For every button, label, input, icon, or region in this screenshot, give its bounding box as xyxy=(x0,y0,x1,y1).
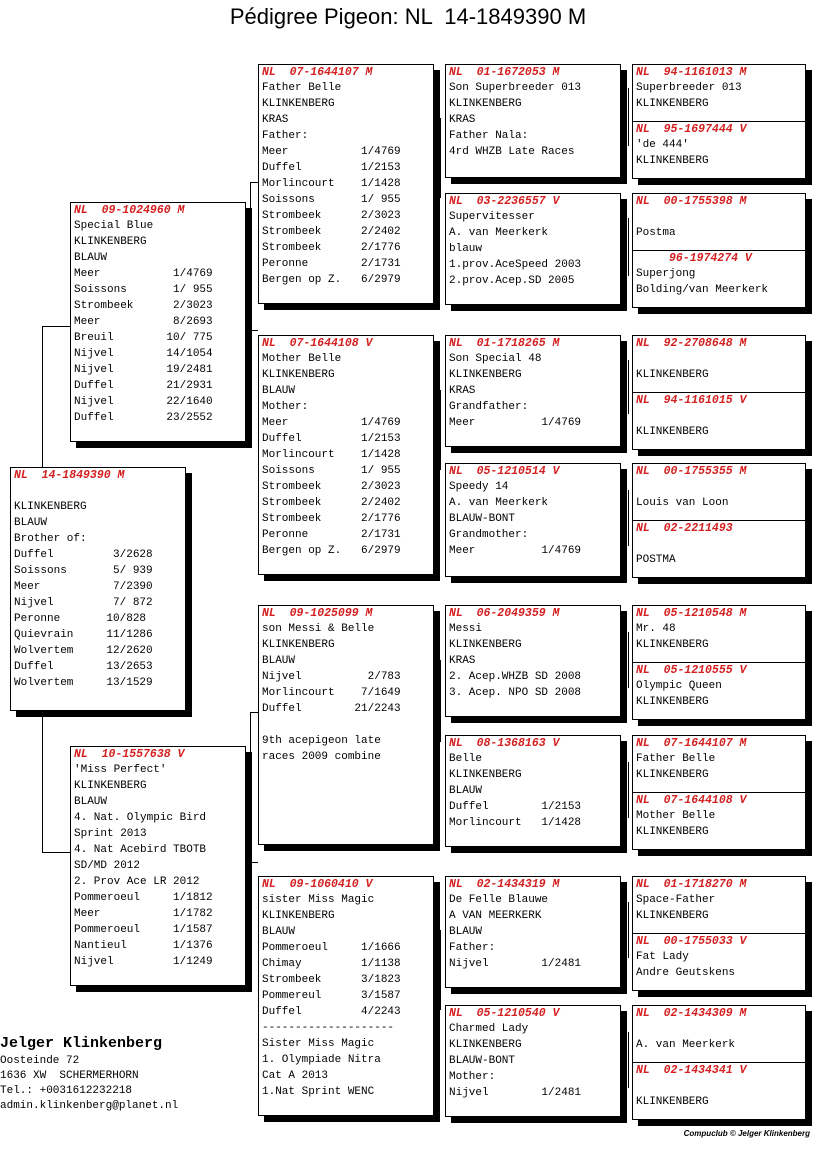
detail-line: Pommeroeul 1/1812 xyxy=(74,892,213,904)
detail-line: Soissons 1/ 955 xyxy=(262,194,401,206)
detail-line: KLINKENBERG xyxy=(449,1039,522,1051)
detail-line: 2.prov.Acep.SD 2005 xyxy=(449,275,575,287)
detail-line: Father Belle xyxy=(262,82,342,94)
detail-line: Nijvel 2/783 xyxy=(262,671,401,683)
detail-line: Pommeroeul 1/1666 xyxy=(262,942,401,954)
ring-number: NL 00-1755355 M xyxy=(636,465,747,478)
detail-line: 2. Acep.WHZB SD 2008 xyxy=(449,671,582,683)
detail-line: BLAUW xyxy=(14,517,48,529)
detail-line: Charmed Lady xyxy=(449,1023,529,1035)
detail-line: Soissons 5/ 939 xyxy=(14,565,153,577)
detail-line: KRAS xyxy=(449,385,476,397)
pigeon-card-gggparent xyxy=(632,1062,806,1120)
detail-line: Special Blue xyxy=(74,220,154,232)
detail-line: 4. Nat. Olympic Bird xyxy=(74,812,207,824)
detail-line: BLAUW xyxy=(74,796,108,808)
connector-line xyxy=(628,1032,629,1088)
detail-line: KLINKENBERG xyxy=(636,426,709,438)
detail-line: Strombeek 2/3023 xyxy=(262,210,401,222)
detail-line: A. van Meerkerk xyxy=(636,1039,736,1051)
detail-line: KLINKENBERG xyxy=(449,369,522,381)
connector-line xyxy=(628,632,629,688)
email-line: admin.klinkenberg@planet.nl xyxy=(0,1100,179,1112)
detail-line: KLINKENBERG xyxy=(262,639,335,651)
detail-line: BLAUW-BONT xyxy=(449,513,516,525)
detail-line: Bergen op Z. 6/2979 xyxy=(262,545,401,557)
pigeon-details xyxy=(446,751,620,831)
ring-number: 96-1974274 V xyxy=(669,252,752,265)
detail-line: A. van Meerkerk xyxy=(449,227,549,239)
pigeon-card-ggparent xyxy=(445,335,621,447)
pigeon-card-gggparent xyxy=(632,605,806,663)
detail-line: -------------------- xyxy=(262,1022,395,1034)
detail-line: BLAUW xyxy=(449,785,483,797)
ring-number: NL 05-1210514 V xyxy=(449,465,560,478)
phone-line: Tel.: +0031612232218 xyxy=(0,1085,133,1097)
detail-line: KLINKENBERG xyxy=(636,155,709,167)
detail-line: Meer 8/2693 xyxy=(74,316,213,328)
ring-number: NL 07-1644108 V xyxy=(262,337,373,350)
detail-line: KLINKENBERG xyxy=(262,369,335,381)
detail-line: Andre Geutskens xyxy=(636,967,736,979)
detail-line: Duffel 23/2552 xyxy=(74,412,213,424)
detail-line: Morlincourt 1/1428 xyxy=(449,817,582,829)
connector-line xyxy=(440,118,441,198)
connector-line xyxy=(250,330,258,331)
detail-line: Cat A 2013 xyxy=(262,1070,329,1082)
connector-line xyxy=(440,660,441,742)
detail-line: Father Nala: xyxy=(449,130,529,142)
connector-line xyxy=(42,710,43,852)
connector-line xyxy=(250,862,258,863)
ring-number: NL 02-1434341 V xyxy=(636,1064,747,1077)
connector-line xyxy=(250,182,251,330)
detail-line: Wolvertem 12/2620 xyxy=(14,645,153,657)
detail-line: KLINKENBERG xyxy=(636,696,709,708)
ring-number: NL 08-1368163 V xyxy=(449,737,560,750)
pigeon-card-father-mother xyxy=(258,335,434,575)
pigeon-details xyxy=(446,351,620,431)
detail-line: Meer 1/4769 xyxy=(74,268,213,280)
ring-number: NL 05-1210548 M xyxy=(636,607,747,620)
pigeon-card-father xyxy=(70,202,246,442)
detail-line: KLINKENBERG xyxy=(449,639,522,651)
pigeon-details xyxy=(633,751,805,783)
detail-line: KLINKENBERG xyxy=(14,501,87,513)
detail-line: KLINKENBERG xyxy=(636,769,709,781)
detail-line: Son Superbreeder 013 xyxy=(449,82,582,94)
pigeon-details xyxy=(633,621,805,653)
detail-line: Strombeek 2/2402 xyxy=(262,226,401,238)
detail-line: KLINKENBERG xyxy=(262,910,335,922)
detail-line xyxy=(262,717,433,733)
detail-line: 'Miss Perfect' xyxy=(74,764,167,776)
detail-line: Messi xyxy=(449,623,483,635)
connector-line xyxy=(250,712,258,713)
pigeon-details xyxy=(259,80,433,288)
pigeon-details xyxy=(11,483,185,691)
detail-line: KLINKENBERG xyxy=(449,769,522,781)
pigeon-card-gggparent xyxy=(632,662,806,720)
connector-line xyxy=(628,360,629,414)
pigeon-details xyxy=(633,678,805,710)
pigeon-card-ggparent xyxy=(445,463,621,577)
ring-number: NL 09-1060410 V xyxy=(262,878,373,891)
detail-line: sister Miss Magic xyxy=(262,894,375,906)
detail-line: Peronne 2/1731 xyxy=(262,258,401,270)
detail-line: Meer 1/4769 xyxy=(449,545,582,557)
detail-line xyxy=(636,479,805,495)
detail-line: Meer 1/4769 xyxy=(262,417,401,429)
connector-line xyxy=(440,930,441,1010)
detail-line: Nijvel 19/2481 xyxy=(74,364,213,376)
ring-number: NL 05-1210555 V xyxy=(636,664,747,677)
detail-line: Soissons 1/ 955 xyxy=(74,284,213,296)
detail-line: KRAS xyxy=(262,114,289,126)
ring-number: NL 02-1434309 M xyxy=(636,1007,747,1020)
detail-line: Olympic Queen xyxy=(636,680,722,692)
detail-line: 1.prov.AceSpeed 2003 xyxy=(449,259,582,271)
detail-line: Breuil 10/ 775 xyxy=(74,332,213,344)
detail-line: 9th acepigeon late xyxy=(262,735,381,747)
pigeon-details xyxy=(446,479,620,559)
connector-line xyxy=(628,762,629,818)
pigeon-details xyxy=(633,536,805,568)
detail-line: 'de 444' xyxy=(636,139,689,151)
detail-line: Postma xyxy=(636,227,676,239)
detail-line: Nijvel 1/2481 xyxy=(449,958,582,970)
detail-line: Meer 7/2390 xyxy=(14,581,153,593)
detail-line: Duffel 1/2153 xyxy=(449,801,582,813)
pigeon-details xyxy=(633,949,805,981)
pigeon-card-ggparent xyxy=(445,64,621,178)
detail-line: Meer 1/1782 xyxy=(74,908,213,920)
pigeon-card-gggparent xyxy=(632,1005,806,1063)
ring-number: NL 00-1755033 V xyxy=(636,935,747,948)
detail-line: Father Belle xyxy=(636,753,716,765)
detail-line: BLAUW xyxy=(262,926,296,938)
pigeon-card-gggparent xyxy=(632,121,806,179)
pigeon-card-gggparent xyxy=(632,933,806,991)
detail-line: Speedy 14 xyxy=(449,481,509,493)
detail-line: Nijvel 22/1640 xyxy=(74,396,213,408)
pigeon-details xyxy=(71,762,245,970)
detail-line: Belle xyxy=(449,753,483,765)
detail-line: Fat Lady xyxy=(636,951,689,963)
ring-number: NL 94-1161013 M xyxy=(636,66,747,79)
detail-line: BLAUW-BONT xyxy=(449,1055,516,1067)
detail-line: Duffel 21/2243 xyxy=(262,703,401,715)
pigeon-details xyxy=(633,408,805,440)
detail-line xyxy=(14,483,185,499)
ring-number: NL 92-2708648 M xyxy=(636,337,747,350)
connector-line xyxy=(250,182,258,183)
page-title: Pédigree Pigeon: NL 14-1849390 M xyxy=(229,4,587,29)
pigeon-details xyxy=(633,209,805,241)
detail-line: Strombeek 2/1776 xyxy=(262,513,401,525)
pigeon-card-gggparent xyxy=(632,193,806,251)
pigeon-card-ggparent xyxy=(445,193,621,305)
ring-number: NL 07-1644108 V xyxy=(636,794,747,807)
ring-number: NL 06-2049359 M xyxy=(449,607,560,620)
detail-line: Mother: xyxy=(262,401,309,413)
detail-line: KLINKENBERG xyxy=(636,826,709,838)
ring-number: NL 00-1755398 M xyxy=(636,195,747,208)
detail-line: 4rd WHZB Late Races xyxy=(449,146,575,158)
owner-name: Jelger Klinkenberg xyxy=(0,1035,163,1052)
detail-line: Duffel 4/2243 xyxy=(262,1006,401,1018)
detail-line: Nantieul 1/1376 xyxy=(74,940,213,952)
detail-line: 4. Nat Acebird TBOTB xyxy=(74,844,207,856)
detail-line: KLINKENBERG xyxy=(636,639,709,651)
detail-line: Quievrain 11/1286 xyxy=(14,629,153,641)
pigeon-details xyxy=(633,808,805,840)
pigeon-card-mother xyxy=(70,746,246,986)
detail-line xyxy=(636,408,805,424)
detail-line: Pommeroeul 1/1587 xyxy=(74,924,213,936)
detail-line: A VAN MEERKERK xyxy=(449,910,542,922)
connector-line xyxy=(628,88,629,146)
pigeon-details xyxy=(259,351,433,559)
pigeon-card-ggparent xyxy=(445,876,621,988)
detail-line: BLAUW xyxy=(449,926,483,938)
detail-line: Nijvel 1/1249 xyxy=(74,956,213,968)
detail-line: Nijvel 7/ 872 xyxy=(14,597,153,609)
detail-line: Chimay 1/1138 xyxy=(262,958,401,970)
detail-line: Soissons 1/ 955 xyxy=(262,465,401,477)
connector-line xyxy=(42,326,70,327)
detail-line: Strombeek 3/1823 xyxy=(262,974,401,986)
connector-line xyxy=(628,490,629,546)
pigeon-card-ggparent xyxy=(445,605,621,717)
connector-line xyxy=(440,390,441,470)
pigeon-details xyxy=(633,266,805,298)
pigeon-details xyxy=(633,1078,805,1110)
pigeon-details xyxy=(633,351,805,383)
pigeon-card-gggparent xyxy=(632,735,806,793)
owner-address xyxy=(0,1034,178,1114)
detail-line: 1.Nat Sprint WENC xyxy=(262,1086,375,1098)
pigeon-card-gggparent xyxy=(632,520,806,578)
connector-line xyxy=(42,326,43,468)
detail-line: BLAUW xyxy=(262,655,296,667)
ring-number: NL 07-1644107 M xyxy=(262,66,373,79)
pigeon-details xyxy=(71,218,245,426)
detail-line: 2. Prov Ace LR 2012 xyxy=(74,876,200,888)
pigeon-card-gggparent xyxy=(632,392,806,450)
ring-number: NL 03-2236557 V xyxy=(449,195,560,208)
ring-number: NL 07-1644107 M xyxy=(636,737,747,750)
detail-line: Mother Belle xyxy=(636,810,716,822)
pigeon-details xyxy=(446,621,620,701)
detail-line: KLINKENBERG xyxy=(74,236,147,248)
ring-number: NL 10-1557638 V xyxy=(74,748,185,761)
detail-line: Duffel 1/2153 xyxy=(262,433,401,445)
connector-line xyxy=(250,712,251,862)
detail-line: Sister Miss Magic xyxy=(262,1038,375,1050)
pigeon-card-gggparent xyxy=(632,792,806,850)
detail-line: Meer 1/4769 xyxy=(449,417,582,429)
detail-line: BLAUW xyxy=(74,252,108,264)
pigeon-details xyxy=(446,892,620,972)
pigeon-details xyxy=(633,892,805,924)
detail-line: Nijvel 14/1054 xyxy=(74,348,213,360)
pigeon-card-father-father xyxy=(258,64,434,304)
detail-line xyxy=(636,1078,805,1094)
detail-line: blauw xyxy=(449,243,483,255)
detail-line: A. van Meerkerk xyxy=(449,497,549,509)
detail-line: Brother of: xyxy=(14,533,87,545)
pigeon-details xyxy=(259,892,433,1100)
detail-line: Father: xyxy=(449,942,496,954)
detail-line: Mother Belle xyxy=(262,353,342,365)
detail-line: POSTMA xyxy=(636,554,676,566)
pigeon-details xyxy=(446,80,620,160)
detail-line: Duffel 1/2153 xyxy=(262,162,401,174)
pigeon-card-ggparent xyxy=(445,1005,621,1117)
ring-number: NL 01-1718270 M xyxy=(636,878,747,891)
detail-line: KLINKENBERG xyxy=(636,910,709,922)
ring-number: NL 09-1025099 M xyxy=(262,607,373,620)
detail-line: Son Special 48 xyxy=(449,353,542,365)
detail-line: Duffel 13/2653 xyxy=(14,661,153,673)
detail-line: Father: xyxy=(262,130,309,142)
pigeon-card-gggparent xyxy=(632,463,806,521)
pigeon-card-ggparent xyxy=(445,735,621,847)
detail-line: Meer 1/4769 xyxy=(262,146,401,158)
detail-line: BLAUW xyxy=(262,385,296,397)
detail-line: KRAS xyxy=(449,114,476,126)
pigeon-details xyxy=(633,80,805,112)
pigeon-details xyxy=(446,1021,620,1101)
ring-number: NL 01-1718265 M xyxy=(449,337,560,350)
detail-line: Mother: xyxy=(449,1071,496,1083)
pigeon-details xyxy=(633,137,805,169)
pigeon-details xyxy=(633,479,805,511)
detail-line: Strombeek 2/1776 xyxy=(262,242,401,254)
ring-number: NL 09-1024960 M xyxy=(74,204,185,217)
detail-line: Duffel 3/2628 xyxy=(14,549,153,561)
connector-line xyxy=(42,852,70,853)
detail-line: Peronne 10/828 xyxy=(14,613,147,625)
ring-number: NL 01-1672053 M xyxy=(449,66,560,79)
ring-number: NL 05-1210540 V xyxy=(449,1007,560,1020)
detail-line: KLINKENBERG xyxy=(74,780,147,792)
detail-line: Space-Father xyxy=(636,894,716,906)
detail-line: Morlincourt 7/1649 xyxy=(262,687,401,699)
detail-line: 3. Acep. NPO SD 2008 xyxy=(449,687,582,699)
pigeon-card-mother-father xyxy=(258,605,434,845)
pigeon-card-gggparent xyxy=(632,250,806,308)
pigeon-card-subject xyxy=(10,467,186,711)
detail-line: Bergen op Z. 6/2979 xyxy=(262,274,401,286)
detail-line: KLINKENBERG xyxy=(636,98,709,110)
detail-line: Supervitesser xyxy=(449,211,535,223)
pigeon-details xyxy=(446,209,620,289)
pigeon-card-gggparent xyxy=(632,335,806,393)
detail-line: Duffel 21/2931 xyxy=(74,380,213,392)
detail-line: Nijvel 1/2481 xyxy=(449,1087,582,1099)
detail-line xyxy=(636,351,805,367)
pigeon-details xyxy=(633,1021,805,1053)
pigeon-card-mother-mother xyxy=(258,876,434,1116)
detail-line: Louis van Loon xyxy=(636,497,729,509)
detail-line: SD/MD 2012 xyxy=(74,860,141,872)
ring-number: NL 94-1161015 V xyxy=(636,394,747,407)
ring-number: NL 02-2211493 xyxy=(636,522,733,535)
ring-number: NL 95-1697444 V xyxy=(636,123,747,136)
address-line: Oosteinde 72 xyxy=(0,1055,80,1067)
detail-line: KLINKENBERG xyxy=(262,98,335,110)
detail-line: Pommereul 3/1587 xyxy=(262,990,401,1002)
pigeon-details xyxy=(259,621,433,765)
detail-line: Wolvertem 13/1529 xyxy=(14,677,153,689)
detail-line: KLINKENBERG xyxy=(636,1096,709,1108)
pigeon-card-gggparent xyxy=(632,64,806,122)
connector-line xyxy=(628,902,629,958)
detail-line: Superjong xyxy=(636,268,696,280)
detail-line: De Felle Blauwe xyxy=(449,894,549,906)
detail-line: Superbreeder 013 xyxy=(636,82,742,94)
detail-line: Mr. 48 xyxy=(636,623,676,635)
detail-line: KRAS xyxy=(449,655,476,667)
detail-line xyxy=(636,209,805,225)
detail-line: KLINKENBERG xyxy=(449,98,522,110)
detail-line: Grandfather: xyxy=(449,401,529,413)
detail-line: 1. Olympiade Nitra xyxy=(262,1054,381,1066)
ring-number: NL 14-1849390 M xyxy=(14,469,125,482)
detail-line: KLINKENBERG xyxy=(636,369,709,381)
detail-line: Strombeek 2/3023 xyxy=(262,481,401,493)
detail-line: Morlincourt 1/1428 xyxy=(262,449,401,461)
detail-line: races 2009 combine xyxy=(262,751,381,763)
detail-line: Strombeek 2/2402 xyxy=(262,497,401,509)
detail-line: Bolding/van Meerkerk xyxy=(636,284,769,296)
copyright-footer: Compuclub © Jelger Klinkenberg xyxy=(683,1129,810,1138)
pigeon-card-gggparent xyxy=(632,876,806,934)
detail-line: Peronne 2/1731 xyxy=(262,529,401,541)
address-line: 1636 XW SCHERMERHORN xyxy=(0,1070,139,1082)
detail-line xyxy=(636,536,805,552)
detail-line: Sprint 2013 xyxy=(74,828,147,840)
ring-number: NL 02-1434319 M xyxy=(449,878,560,891)
detail-line: Morlincourt 1/1428 xyxy=(262,178,401,190)
detail-line: Strombeek 2/3023 xyxy=(74,300,213,312)
detail-line: Grandmother: xyxy=(449,529,529,541)
detail-line: son Messi & Belle xyxy=(262,623,375,635)
detail-line xyxy=(636,1021,805,1037)
connector-line xyxy=(628,218,629,276)
